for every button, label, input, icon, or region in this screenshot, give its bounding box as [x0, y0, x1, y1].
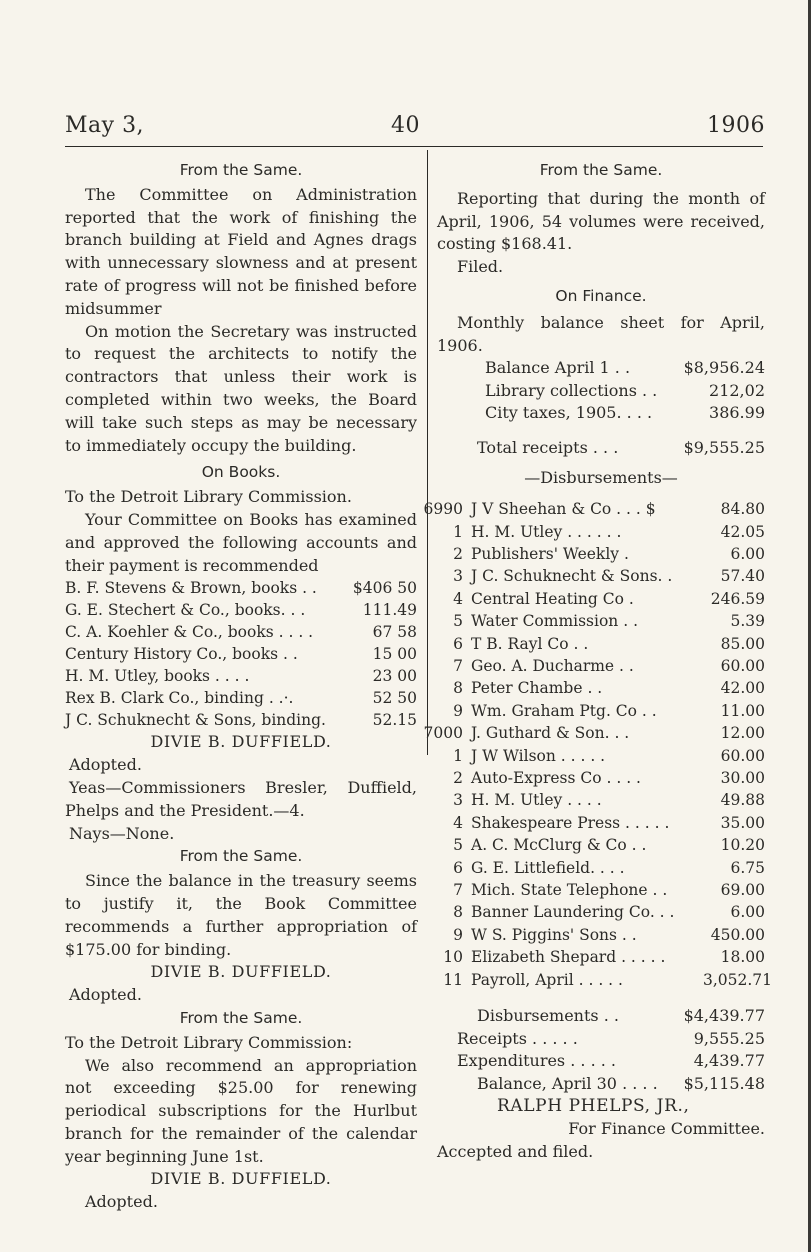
vote-yeas: Yeas—Commissioners Bresler, Duffield, Phelps and the President.—4.	[65, 777, 417, 820]
adopted-note: Adopted.	[69, 755, 142, 775]
disbursement-row: 10 Elizabeth Shepard . . . . . 18.00	[443, 948, 765, 967]
account-row: H. M. Utley, books . . . . 23 00	[65, 667, 417, 686]
header-rule	[65, 146, 763, 147]
disbursement-row: 6990 J V Sheehan & Co . . . $ 84.80	[423, 500, 765, 519]
section-heading: From the Same.	[179, 847, 303, 866]
account-row: G. E. Stechert & Co., books. . . 111.49	[65, 601, 417, 620]
account-row: Rex B. Clark Co., binding . .·. 52 50	[65, 689, 417, 708]
signature: RALPH PHELPS, JR.,	[497, 1096, 690, 1117]
disbursement-row: 2 Auto-Express Co . . . . 30.00	[453, 769, 765, 788]
disbursement-row: 3 J C. Schuknecht & Sons. . 57.40	[453, 567, 765, 586]
signature: DIVIE B. DUFFIELD.	[150, 1169, 332, 1189]
salutation: To the Detroit Library Commission:	[65, 1032, 353, 1052]
disbursement-row: 9 W S. Piggins' Sons . . 450.00	[453, 925, 765, 944]
disbursement-row: 8 Peter Chambe . . 42.00	[453, 679, 765, 698]
vote-nays: Nays—None.	[69, 823, 175, 843]
paragraph: On motion the Secretary was instructed to request the architects to notify the contractors that unless their work is completed within two weeks, the Board will take such steps as may be necessary to immediately occupy the building.	[65, 321, 417, 455]
section-heading: On Books.	[201, 463, 281, 482]
signature: DIVIE B. DUFFIELD.	[150, 732, 332, 752]
adopted-note: Adopted.	[85, 1192, 158, 1212]
disbursement-list	[421, 498, 773, 991]
summary-row: Receipts . . . . . 9,555.25	[457, 1028, 765, 1048]
disbursement-row: 1 H. M. Utley . . . . . . 42.05	[453, 522, 765, 541]
running-head-date: May 3,	[65, 113, 145, 138]
account-list	[65, 577, 417, 731]
balance-row: Balance April 1 . . $8,956.24	[485, 358, 765, 378]
total-receipts-row: Total receipts . . . $9,555.25	[477, 437, 765, 457]
disbursement-row: 11 Payroll, April . . . . . 3,052.71	[443, 970, 773, 989]
summary-row: Disbursements . . $4,439.77	[477, 1006, 765, 1026]
section-heading: On Finance.	[555, 286, 647, 305]
disbursement-row: 1 J W Wilson . . . . . 60.00	[453, 746, 765, 765]
signature: DIVIE B. DUFFIELD.	[150, 962, 332, 982]
paragraph: Your Committee on Books has examined and approved the following accounts and their payment is recommended	[65, 509, 417, 575]
accepted-note: Accepted and filed.	[437, 1141, 594, 1161]
account-row: Century History Co., books . . 15 00	[65, 645, 417, 664]
paragraph: Since the balance in the treasury seems to justify it, the Book Committee recommends a further appropriation of $175.00 for binding.	[65, 871, 417, 959]
disbursement-row: 2 Publishers' Weekly . 6.00	[453, 544, 765, 563]
disbursement-row: 7 Geo. A. Ducharme . . 60.00	[453, 657, 765, 676]
balance-sheet-title: Monthly balance sheet for April, 1906.	[437, 312, 765, 355]
balance-row: Library collections . . 212,02	[485, 380, 765, 400]
summary-block	[437, 1005, 765, 1095]
paragraph: Reporting that during the month of April, 1906, 54 volumes were received, costing $168.41.	[437, 188, 765, 254]
disbursement-row: 7 Mich. State Telephone . . 69.00	[453, 881, 765, 900]
disbursement-row: 6 G. E. Littlefield. . . . 6.75	[453, 858, 765, 877]
account-row: B. F. Stevens & Brown, books . . $406 50	[65, 579, 417, 598]
salutation: To the Detroit Library Commission.	[65, 487, 352, 507]
disbursement-row: 7000 J. Guthard & Son. . . 12.00	[423, 724, 765, 743]
committee-note: For Finance Committee.	[568, 1118, 765, 1138]
paragraph: We also recommend an appropriation not exceeding $25.00 for renewing periodical subscriptions for the Hurlbut branch for the remainder of the calendar year beginning June 1st.	[65, 1055, 417, 1166]
disbursement-row: 8 Banner Laundering Co. . . 6.00	[453, 903, 765, 922]
adopted-note: Adopted.	[69, 985, 142, 1005]
account-row: C. A. Koehler & Co., books . . . . 67 58	[65, 623, 417, 642]
section-heading: From the Same.	[179, 161, 303, 179]
disbursement-row: 4 Central Heating Co . 246.59	[453, 589, 765, 608]
page-number: 40	[391, 113, 420, 138]
paragraph: The Committee on Administration reported that the work of finishing the branch building at Field and Agnes drags with unnecessary slowness and at present rate of progress will not be finished before midsummer	[65, 184, 417, 318]
right-column	[423, 155, 773, 1164]
disbursement-row: 5 Water Commission . . 5.39	[453, 612, 765, 631]
balance-row: City taxes, 1905. . . . 386.99	[485, 403, 765, 423]
disbursement-row: 3 H. M. Utley . . . . 49.88	[453, 791, 765, 810]
disbursement-row: 6 T B. Rayl Co . . 85.00	[453, 634, 765, 653]
filed-note: Filed.	[457, 257, 504, 277]
summary-row: Balance, April 30 . . . . $5,115.48	[477, 1073, 765, 1093]
left-column	[65, 155, 417, 1214]
section-heading: From the Same.	[539, 161, 663, 179]
account-row: J C. Schuknecht & Sons, binding. 52.15	[65, 711, 417, 730]
disbursement-row: 4 Shakespeare Press . . . . . 35.00	[453, 813, 765, 832]
running-head-year: 1906	[707, 113, 765, 138]
disbursement-row: 5 A. C. McClurg & Co . . 10.20	[453, 836, 765, 855]
summary-row: Expenditures . . . . . 4,439.77	[457, 1051, 765, 1071]
disbursements-heading: —Disbursements—	[524, 468, 678, 488]
disbursement-row: 9 Wm. Graham Ptg. Co . . 11.00	[453, 701, 765, 720]
section-heading: From the Same.	[179, 1008, 303, 1027]
